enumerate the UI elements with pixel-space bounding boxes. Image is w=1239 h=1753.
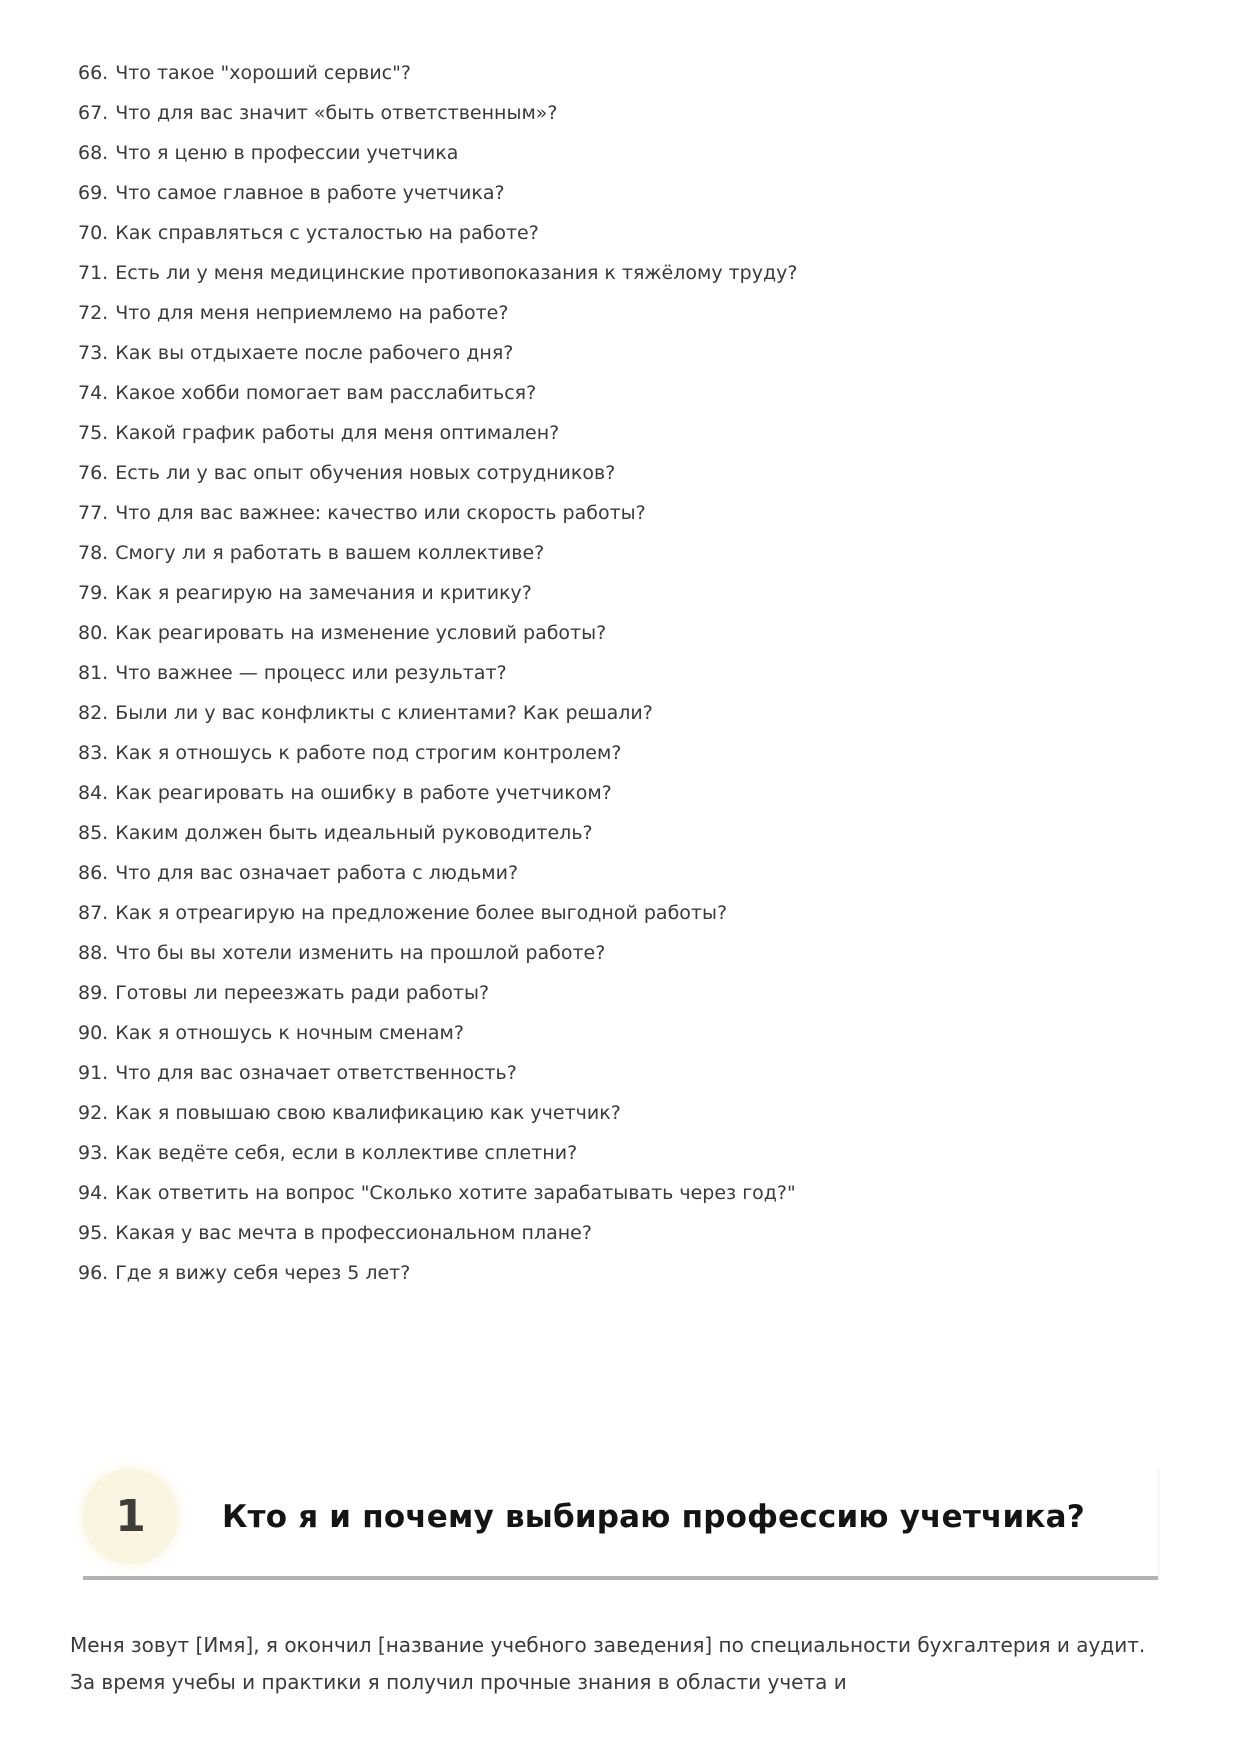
question-text: Как реагировать на изменение условий работы? — [115, 622, 607, 644]
section-heading — [70, 1469, 1169, 1564]
question-item — [78, 293, 1169, 333]
question-text: Какой график работы для меня оптимален? — [115, 422, 560, 444]
question-text: Что для меня неприемлемо на работе? — [115, 302, 509, 324]
question-text: Как я отреагирую на предложение более выгодной работы? — [115, 902, 728, 924]
question-number: 81. — [78, 662, 109, 684]
question-item — [78, 173, 1169, 213]
question-text: Готовы ли переезжать ради работы? — [115, 982, 490, 1004]
question-item — [78, 853, 1169, 893]
question-text: Как я отношусь к ночным сменам? — [115, 1022, 464, 1044]
question-item — [78, 93, 1169, 133]
question-item — [78, 653, 1169, 693]
question-item — [78, 453, 1169, 493]
question-item — [78, 53, 1169, 93]
question-number: 72. — [78, 302, 109, 324]
question-item — [78, 493, 1169, 533]
question-text: Где я вижу себя через 5 лет? — [115, 1262, 411, 1284]
question-item — [78, 613, 1169, 653]
question-item — [78, 1213, 1169, 1253]
question-text: Что для вас означает ответственность? — [115, 1062, 517, 1084]
question-text: Смогу ли я работать в вашем коллективе? — [115, 542, 545, 564]
question-item — [78, 773, 1169, 813]
question-text: Как справляться с усталостью на работе? — [115, 222, 539, 244]
question-text: Что для вас означает работа с людьми? — [115, 862, 519, 884]
question-text: Какая у вас мечта в профессиональном плане? — [115, 1222, 592, 1244]
questions-list — [70, 53, 1169, 1293]
question-number: 91. — [78, 1062, 109, 1084]
question-number: 90. — [78, 1022, 109, 1044]
question-number: 70. — [78, 222, 109, 244]
question-number: 75. — [78, 422, 109, 444]
question-text: Что такое "хороший сервис"? — [115, 62, 411, 84]
question-text: Какое хобби помогает вам расслабиться? — [115, 382, 537, 404]
question-text: Как я повышаю свою квалификацию как учетчик? — [115, 1102, 621, 1124]
question-number: 95. — [78, 1222, 109, 1244]
question-number: 67. — [78, 102, 109, 124]
question-text: Как я отношусь к работе под строгим контролем? — [115, 742, 622, 764]
question-number: 82. — [78, 702, 109, 724]
question-number: 71. — [78, 262, 109, 284]
question-item — [78, 253, 1169, 293]
question-item — [78, 1053, 1169, 1093]
question-text: Что для вас значит «быть ответственным»? — [115, 102, 558, 124]
question-number: 94. — [78, 1182, 109, 1204]
question-text: Как я реагирую на замечания и критику? — [115, 582, 532, 604]
question-number: 93. — [78, 1142, 109, 1164]
question-number: 86. — [78, 862, 109, 884]
question-text: Что для вас важнее: качество или скорость работы? — [115, 502, 646, 524]
question-item — [78, 573, 1169, 613]
question-number: 74. — [78, 382, 109, 404]
question-text: Как ведёте себя, если в коллективе сплетни? — [115, 1142, 578, 1164]
question-item — [78, 413, 1169, 453]
question-item — [78, 333, 1169, 373]
question-text: Как реагировать на ошибку в работе учетчиком? — [115, 782, 612, 804]
question-text: Есть ли у вас опыт обучения новых сотрудников? — [115, 462, 616, 484]
question-text: Как вы отдыхаете после рабочего дня? — [115, 342, 514, 364]
question-item — [78, 533, 1169, 573]
question-item — [78, 1133, 1169, 1173]
question-item — [78, 1173, 1169, 1213]
section-number: 1 — [115, 1491, 146, 1542]
question-number: 89. — [78, 982, 109, 1004]
question-number: 87. — [78, 902, 109, 924]
question-text: Что я ценю в профессии учетчика — [115, 142, 459, 164]
intro-paragraph: Меня зовут [Имя], я окончил [название учебного заведения] по специальности бухгалтерия и аудит. За время учебы и практики я получил прочные знания в области учета и — [70, 1633, 1146, 1694]
question-number: 78. — [78, 542, 109, 564]
question-text: Что бы вы хотели изменить на прошлой работе? — [115, 942, 606, 964]
question-item — [78, 693, 1169, 733]
question-item — [78, 1253, 1169, 1293]
question-item — [78, 813, 1169, 853]
question-item — [78, 1093, 1169, 1133]
question-number: 76. — [78, 462, 109, 484]
question-number: 66. — [78, 62, 109, 84]
question-number: 73. — [78, 342, 109, 364]
question-item — [78, 133, 1169, 173]
question-number: 80. — [78, 622, 109, 644]
question-item — [78, 933, 1169, 973]
question-item — [78, 893, 1169, 933]
question-text: Каким должен быть идеальный руководитель? — [115, 822, 593, 844]
question-number: 68. — [78, 142, 109, 164]
question-item — [78, 373, 1169, 413]
question-text: Как ответить на вопрос "Сколько хотите зарабатывать через год?" — [115, 1182, 796, 1204]
question-text: Что важнее — процесс или результат? — [115, 662, 507, 684]
question-number: 88. — [78, 942, 109, 964]
question-item — [78, 213, 1169, 253]
section-title: Кто я и почему выбираю профессию учетчика? — [222, 1498, 1085, 1535]
question-item — [78, 1013, 1169, 1053]
question-number: 79. — [78, 582, 109, 604]
question-text: Есть ли у меня медицинские противопоказания к тяжёлому труду? — [115, 262, 798, 284]
question-number: 77. — [78, 502, 109, 524]
question-number: 85. — [78, 822, 109, 844]
question-number: 83. — [78, 742, 109, 764]
question-item — [78, 973, 1169, 1013]
section-divider — [83, 1576, 1158, 1580]
question-number: 92. — [78, 1102, 109, 1124]
question-number: 96. — [78, 1262, 109, 1284]
question-number: 69. — [78, 182, 109, 204]
question-text: Что самое главное в работе учетчика? — [115, 182, 505, 204]
question-text: Были ли у вас конфликты с клиентами? Как решали? — [115, 702, 653, 724]
question-item — [78, 733, 1169, 773]
question-number: 84. — [78, 782, 109, 804]
section-number-badge — [83, 1469, 178, 1564]
